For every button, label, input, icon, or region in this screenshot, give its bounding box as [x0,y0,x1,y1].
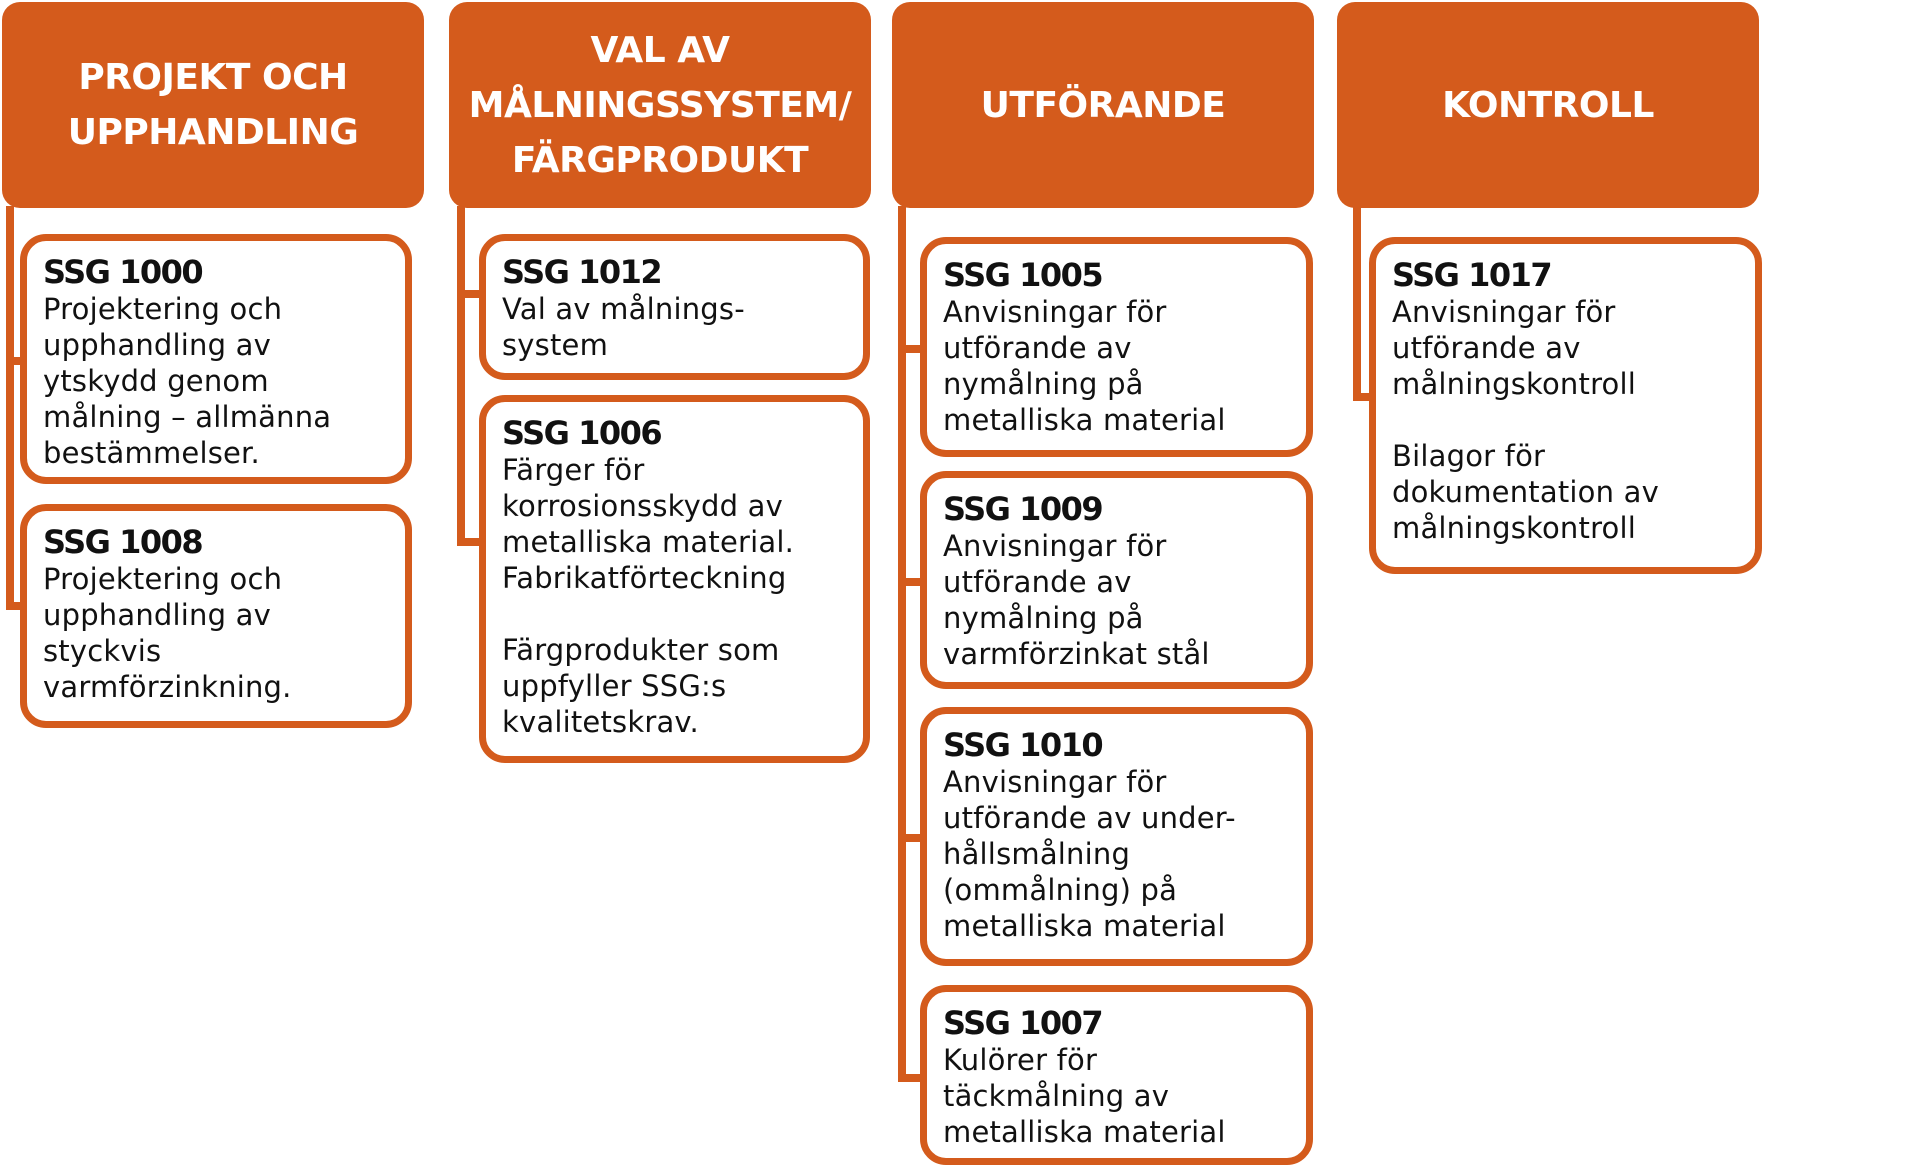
card-description: Anvisningar för utförande av under- hållsmålning (ommålning) på metalliska material [943,765,1236,943]
connector-tick [898,578,922,586]
card-ssg-1007 [920,985,1313,1165]
card-code: SSG 1005 [943,256,1103,294]
card-description: Anvisningar för utförande av nymålning på varmförzinkat stål [943,529,1210,671]
column-header-label: UTFÖRANDE [980,84,1226,126]
card-code: SSG 1008 [43,523,203,561]
column-header-label: PROJEKT OCH UPPHANDLING [67,57,359,153]
column-header-val-av-malningssystem [449,2,871,208]
card-ssg-1008 [20,504,412,728]
column-connector-line [457,206,465,546]
card-ssg-1012 [479,234,870,380]
connector-tick [898,834,922,842]
column-connector-line [1353,206,1361,401]
card-code: SSG 1000 [43,253,203,291]
column-header-label: VAL AV MÅLNINGSSYSTEM/ FÄRGPRODUKT [468,29,852,181]
connector-tick [457,538,481,546]
card-code: SSG 1009 [943,490,1103,528]
card-code: SSG 1006 [502,414,662,452]
column-header-utforande [892,2,1314,208]
card-ssg-1009 [920,471,1313,689]
column-header-projekt-och-upphandling [2,2,424,208]
card-code: SSG 1012 [502,253,662,291]
card-description: Val av målnings- system [502,292,745,362]
column-header-kontroll [1337,2,1759,208]
column-connector-line [6,206,14,610]
card-ssg-1006 [479,395,870,763]
column-header-label: KONTROLL [1442,84,1654,126]
card-description: Anvisningar för utförande av målningskontroll Bilagor för dokumentation av målningskontroll [1392,295,1659,545]
card-description: Projektering och upphandling av styckvis varmförzinkning. [43,562,292,704]
card-code: SSG 1017 [1392,256,1552,294]
card-code: SSG 1010 [943,726,1103,764]
card-code: SSG 1007 [943,1004,1103,1042]
card-description: Färger för korrosionsskydd av metalliska material. Fabrikatförteckning Färgprodukter som uppfyller SSG:s kvalitetskrav. [502,453,795,739]
column-connector-line [898,206,906,1082]
card-description: Anvisningar för utförande av nymålning på metalliska material [943,295,1226,437]
card-ssg-1010 [920,707,1313,966]
card-ssg-1005 [920,237,1313,457]
card-description: Projektering och upphandling av ytskydd genom målning – allmänna bestämmelser. [43,292,332,470]
card-ssg-1017 [1369,237,1762,574]
card-ssg-1000 [20,234,412,484]
connector-tick [898,345,922,353]
connector-tick [457,290,481,298]
connector-tick [898,1074,922,1082]
card-description: Kulörer för täckmålning av metalliska material [943,1043,1226,1149]
